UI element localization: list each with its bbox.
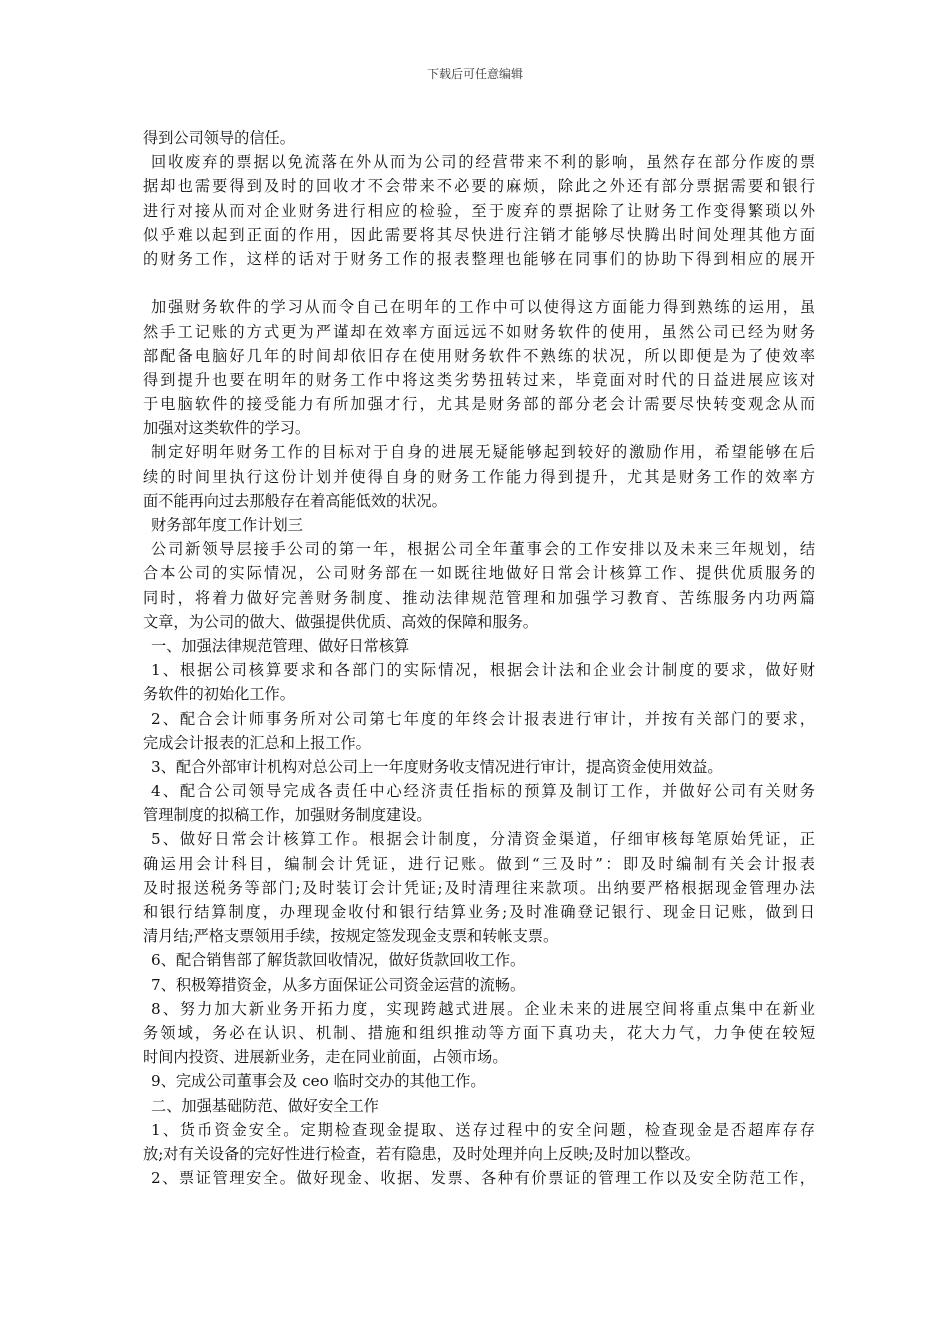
- text-line: 制定好明年财务工作的目标对于自身的进展无疑能够起到较好的激励作用，希望能够在后: [151, 443, 815, 462]
- text-line: 2、配合会计师事务所对公司第七年度的年终会计报表进行审计，并按有关部门的要求，: [151, 709, 815, 728]
- text-line: 9、完成公司董事会及 ceo 临时交办的其他工作。: [151, 1072, 486, 1091]
- text-line: 完成会计报表的汇总和上报工作。: [143, 733, 371, 752]
- text-line: 一、加强法律规范管理、做好日常核算: [151, 636, 410, 655]
- text-line: 和银行结算制度，办理现金收付和银行结算业务;及时准确登记银行、现金日记账，做到日: [143, 903, 815, 921]
- text-line: 2、票证管理安全。做好现金、收据、发票、各种有价票证的管理工作以及安全防范工作，: [151, 1169, 815, 1188]
- text-line: 及时报送税务等部门;及时装订会计凭证;及时清理往来款项。出纳要严格根据现金管理办法: [143, 878, 815, 897]
- text-line: 3、配合外部审计机构对总公司上一年度财务收支情况进行审计，提高资金使用效益。: [151, 757, 723, 776]
- text-line: 文章，为公司的做大、做强提供优质、高效的保障和服务。: [143, 612, 538, 631]
- text-line: 财务部年度工作计划三: [151, 516, 303, 534]
- text-line: 续的时间里执行这份计划并使得自身的财务工作能力得到提升，尤其是财务工作的效率方: [143, 467, 815, 486]
- text-line: 似乎难以起到正面的作用，因此需要将其尽快进行注销才能够尽快腾出时间处理其他方面: [143, 225, 815, 244]
- text-line: 4、配合公司领导完成各责任中心经济责任指标的预算及制订工作，并做好公司有关财务: [151, 782, 815, 801]
- text-line: 同时，将着力做好完善财务制度、推动法律规范管理和加强学习教育、苦练服务内功两篇: [143, 588, 815, 607]
- text-line: 确运用会计科目，编制会计凭证，进行记账。做到“三及时”：即及时编制有关会计报表: [143, 854, 815, 873]
- text-line: 公司新领导层接手公司的第一年，根据公司全年董事会的工作安排以及未来三年规划，结: [151, 540, 815, 559]
- text-line: 6、配合销售部了解货款回收情况，做好货款回收工作。: [151, 951, 526, 970]
- text-line: 回收废弃的票据以免流落在外从而为公司的经营带来不利的影响，虽然存在部分作废的票: [151, 153, 815, 172]
- text-line: 合本公司的实际情况，公司财务部在一如既往地做好日常会计核算工作、提供优质服务的: [143, 564, 815, 583]
- text-line: 面不能再向过去那般存在着高能低效的状况。: [143, 491, 447, 510]
- text-line: 进行对接从而对企业财务进行相应的检验，至于废弃的票据除了让财务工作变得繁琐以外: [143, 201, 815, 220]
- text-line: 8、努力加大新业务开拓力度，实现跨越式进展。企业未来的进展空间将重点集中在新业: [151, 999, 815, 1018]
- text-line: 加强财务软件的学习从而令自己在明年的工作中可以使得这方面能力得到熟练的运用，虽: [151, 298, 815, 317]
- text-line: 务领域，务必在认识、机制、措施和组织推动等方面下真功夫，花大力气，力争使在较短: [143, 1023, 815, 1042]
- document-body: [143, 126, 815, 1190]
- text-line: 得到公司领导的信任。: [143, 129, 295, 147]
- text-line: 5、做好日常会计核算工作。根据会计制度，分清资金渠道，仔细审核每笔原始凭证，正: [151, 830, 815, 849]
- page-header: 下载后可任意编辑: [426, 67, 523, 81]
- text-line: 于电脑软件的接受能力有所加强才行，尤其是财务部的部分老会计需要尽快转变观念从而: [143, 395, 815, 414]
- text-line: 1、根据公司核算要求和各部门的实际情况，根据会计法和企业会计制度的要求，做好财: [151, 661, 815, 680]
- text-line: 据却也需要得到及时的回收才不会带来不必要的麻烦，除此之外还有部分票据需要和银行: [143, 177, 815, 196]
- text-line: 放;对有关设备的完好性进行检查，若有隐患，及时处理并向上反映;及时加以整改。: [143, 1144, 700, 1163]
- text-line: 时间内投资、进展新业务，走在同业前面，占领市场。: [143, 1048, 508, 1067]
- text-line: 务软件的初始化工作。: [143, 685, 295, 704]
- text-line: 7、积极筹措资金，从多方面保证公司资金运营的流畅。: [151, 975, 526, 994]
- text-line: 然手工记账的方式更为严谨却在效率方面远远不如财务软件的使用，虽然公司已经为财务: [143, 322, 815, 341]
- text-line: 管理制度的拟稿工作，加强财务制度建设。: [143, 806, 432, 825]
- text-line: 的财务工作，这样的话对于财务工作的报表整理也能够在同事们的协助下得到相应的展开: [143, 249, 815, 268]
- text-line: 得到提升也要在明年的财务工作中将这类劣势扭转过来，毕竟面对时代的日益进展应该对: [143, 370, 815, 389]
- text-line: 清月结;严格支票领用手续，按规定签发现金支票和转帐支票。: [143, 927, 559, 946]
- text-line: 加强对这类软件的学习。: [143, 419, 311, 438]
- text-line: 二、加强基础防范、做好安全工作: [151, 1096, 379, 1115]
- blank-line: [143, 271, 815, 295]
- text-line: 1、货币资金安全。定期检查现金提取、送存过程中的安全问题，检查现金是否超库存存: [151, 1120, 815, 1139]
- text-line: 部配备电脑好几年的时间却依旧存在使用财务软件不熟练的状况，所以即便是为了使效率: [143, 346, 815, 365]
